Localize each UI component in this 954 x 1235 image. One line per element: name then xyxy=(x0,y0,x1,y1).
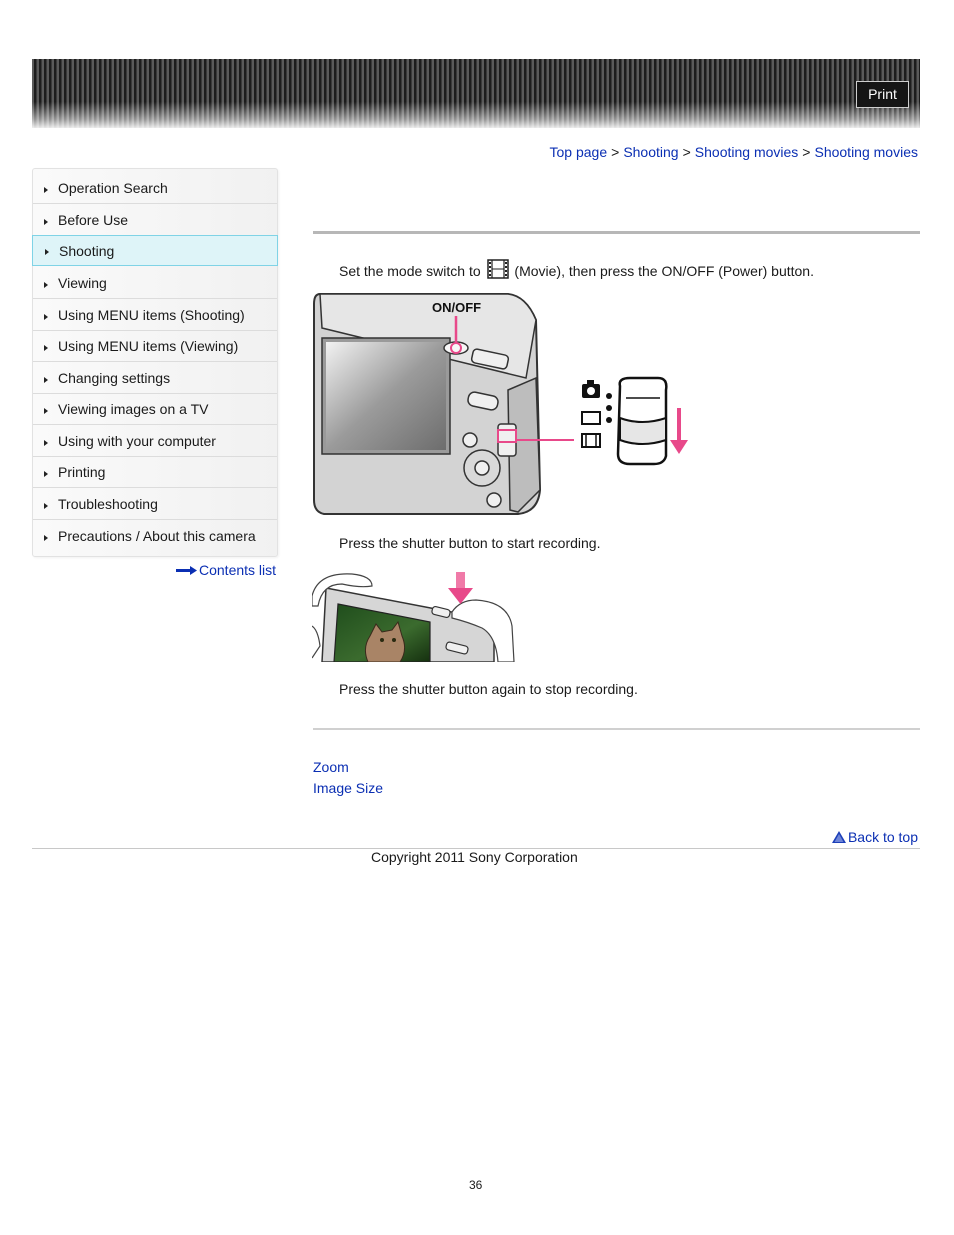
triangle-right-icon xyxy=(44,535,48,541)
related-link-image-size[interactable]: Image Size xyxy=(313,780,384,796)
copyright-text: Copyright 2011 Sony Corporation xyxy=(371,849,578,865)
section-divider xyxy=(313,231,920,234)
svg-text:ON/OFF: ON/OFF xyxy=(432,300,482,315)
sidebar-nav xyxy=(32,168,278,557)
sidebar-item-label: Viewing xyxy=(58,275,107,291)
triangle-right-icon xyxy=(44,219,48,225)
camera-mode-switch-illustration xyxy=(312,290,692,518)
page-number: 36 xyxy=(469,1178,483,1192)
triangle-right-icon xyxy=(44,440,48,446)
sidebar-item-troubleshooting[interactable] xyxy=(33,489,277,520)
sidebar-item-computer[interactable] xyxy=(33,426,277,457)
sidebar-item-label: Using MENU items (Viewing) xyxy=(58,338,239,354)
section-divider xyxy=(313,728,920,730)
triangle-right-icon xyxy=(44,314,48,320)
sidebar-item-label: Before Use xyxy=(58,212,129,228)
related-link-zoom[interactable]: Zoom xyxy=(313,759,349,775)
triangle-up-icon xyxy=(832,831,846,843)
step-2-text: Press the shutter button to start recording. xyxy=(339,535,601,551)
sidebar-item-viewing[interactable] xyxy=(33,268,277,299)
triangle-right-icon xyxy=(44,471,48,477)
sidebar-item-printing[interactable] xyxy=(33,457,277,488)
sidebar-item-label: Operation Search xyxy=(58,180,168,196)
triangle-right-icon xyxy=(44,408,48,414)
shutter-press-illustration xyxy=(312,566,516,662)
triangle-right-icon xyxy=(44,503,48,509)
sidebar-item-label: Using with your computer xyxy=(58,433,216,449)
step-1-text-after: (Movie), then press the ON/OFF (Power) button. xyxy=(514,263,814,279)
back-to-top-link[interactable] xyxy=(832,829,918,845)
breadcrumb-separator: > xyxy=(682,144,691,160)
sidebar-item-operation-search[interactable] xyxy=(33,173,277,204)
step-1-text-before: Set the mode switch to xyxy=(339,263,481,279)
breadcrumb-top-page[interactable]: Top page xyxy=(549,144,608,160)
sidebar-item-label: Precautions / About this camera xyxy=(58,528,256,544)
step-1-text xyxy=(339,259,814,279)
sidebar-item-changing-settings[interactable] xyxy=(33,363,277,394)
triangle-right-icon xyxy=(44,377,48,383)
sidebar-item-before-use[interactable] xyxy=(33,205,277,236)
sidebar-item-menu-viewing[interactable] xyxy=(33,331,277,362)
sidebar-item-label: Troubleshooting xyxy=(58,496,158,512)
breadcrumb-shooting[interactable]: Shooting xyxy=(623,144,679,160)
sidebar-item-precautions[interactable] xyxy=(33,521,277,552)
sidebar-item-label: Printing xyxy=(58,464,106,480)
breadcrumb xyxy=(550,144,918,160)
triangle-right-icon xyxy=(44,345,48,351)
arrow-right-icon xyxy=(176,566,197,575)
contents-list-label: Contents list xyxy=(199,562,277,578)
back-to-top-label: Back to top xyxy=(847,829,918,845)
breadcrumb-separator: > xyxy=(802,144,811,160)
sidebar-item-label: Viewing images on a TV xyxy=(58,401,209,417)
breadcrumb-separator: > xyxy=(611,144,620,160)
contents-list-link[interactable] xyxy=(176,562,276,578)
film-icon xyxy=(487,259,509,279)
sidebar-item-menu-shooting[interactable] xyxy=(33,300,277,331)
triangle-right-icon xyxy=(44,187,48,193)
step-3-text: Press the shutter button again to stop recording. xyxy=(339,681,638,697)
sidebar-item-label: Changing settings xyxy=(58,370,171,386)
sidebar-item-shooting[interactable] xyxy=(32,235,278,266)
triangle-right-icon xyxy=(45,249,49,255)
sidebar-item-viewing-tv[interactable] xyxy=(33,394,277,425)
print-button[interactable]: Print xyxy=(856,81,909,108)
breadcrumb-shooting-movies[interactable]: Shooting movies xyxy=(694,144,799,160)
sidebar-item-label: Shooting xyxy=(59,243,115,259)
sidebar-item-label: Using MENU items (Shooting) xyxy=(58,307,245,323)
triangle-right-icon xyxy=(44,282,48,288)
header-bar xyxy=(32,59,920,128)
breadcrumb-current[interactable]: Shooting movies xyxy=(814,144,918,160)
